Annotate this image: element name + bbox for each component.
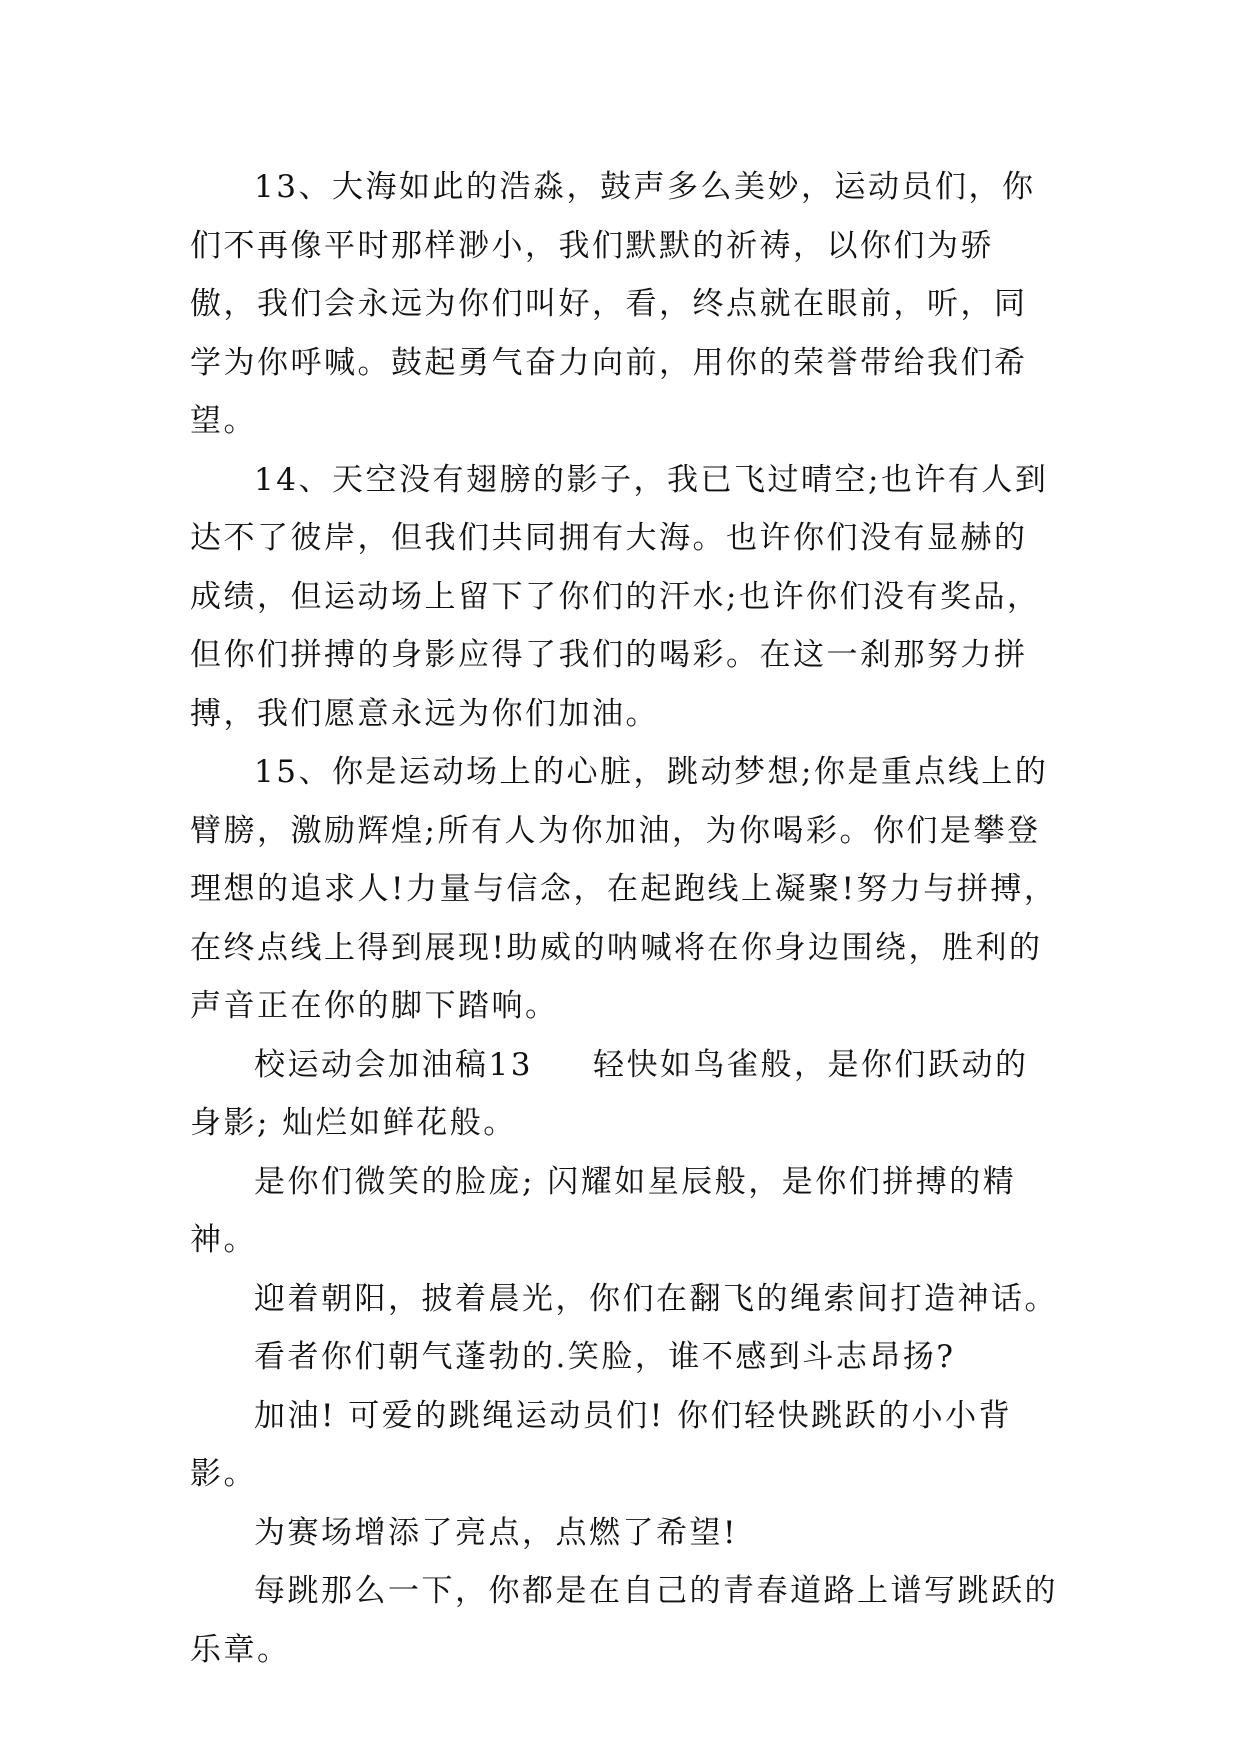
paragraph-youth: 每跳那么一下，你都是在自己的青春道路上谱写跳跃的乐章。 xyxy=(190,1573,1058,1668)
section-paragraph xyxy=(190,1036,1060,1153)
paragraph-highlight: 为赛场增添了亮点，点燃了希望! xyxy=(254,1514,738,1551)
paragraph-15: 15、你是运动场上的心脏，跳动梦想;你是重点线上的臂膀，激励辉煌;所有人为你加油，为你喝彩。你们是攀登理想的追求人!力量与信念，在起跑线上凝聚!努力与拼搏，在终点线上得到展现!助威的呐喊将在你身边围绕，胜利的声音正在你的脚下踏响。 xyxy=(190,754,1058,1024)
paragraph-14: 14、天空没有翅膀的影子，我已飞过晴空;也许有人到达不了彼岸，但我们共同拥有大海。也许你们没有显赫的成绩，但运动场上留下了你们的汗水;也许你们没有奖品，但你们拼搏的身影应得了我们的喝彩。在这一刹那努力拼搏，我们愿意永远为你们加油。 xyxy=(190,461,1049,732)
section-first-line: 轻快如鸟雀般，是你们跃动的身影; 灿烂如鲜花般。 xyxy=(190,1046,1029,1141)
paragraph-cheer: 加油! 可爱的跳绳运动员们! 你们轻快跳跃的小小背影。 xyxy=(190,1397,1013,1492)
paragraph-sunrise: 迎着朝阳，披着晨光，你们在翻飞的绳索间打造神话。 xyxy=(254,1280,1058,1317)
section-heading: 校运动会加油稿13 xyxy=(254,1046,533,1083)
document-body xyxy=(190,158,1060,1679)
paragraph-spirit: 看者你们朝气蓬勃的.笑脸，谁不感到斗志昂扬? xyxy=(254,1339,956,1375)
paragraph-smile: 是你们微笑的脸庞; 闪耀如星辰般，是你们拼搏的精神。 xyxy=(190,1163,1017,1258)
paragraph-13: 13、大海如此的浩淼，鼓声多么美妙，运动员们，你们不再像平时那样渺小，我们默默的祈祷，以你们为骄傲，我们会永远为你们叫好，看，终点就在眼前，听，同学为你呼喊。鼓起勇气奋力向前，用你的荣誉带给我们希望。 xyxy=(190,169,1036,439)
